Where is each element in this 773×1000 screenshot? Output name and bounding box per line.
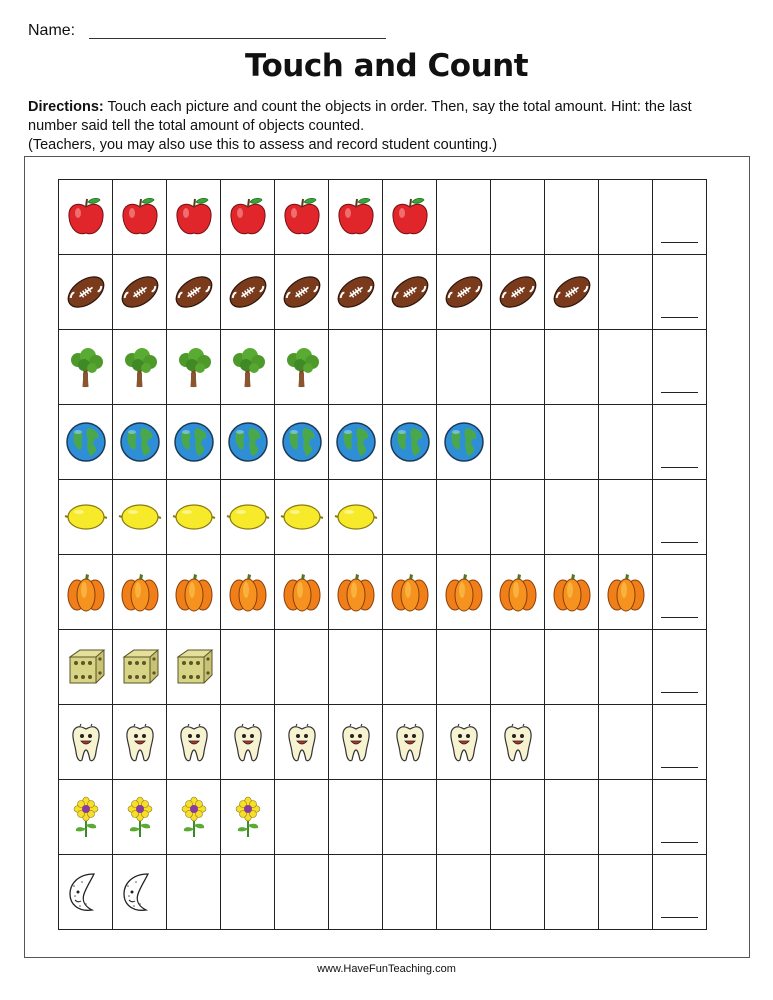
grid-cell: [437, 180, 491, 255]
apple-icon[interactable]: [221, 195, 274, 239]
grid-cell[interactable]: [59, 555, 113, 630]
grid-cell[interactable]: [437, 705, 491, 780]
moon-icon[interactable]: [113, 870, 166, 914]
answer-cell-tooth[interactable]: [653, 705, 707, 780]
football-icon[interactable]: [437, 270, 490, 314]
grid-cell[interactable]: [383, 405, 437, 480]
grid-cell[interactable]: [113, 705, 167, 780]
grid-cell: [545, 780, 599, 855]
footer-url: www.HaveFunTeaching.com: [317, 963, 456, 975]
answer-line: [661, 917, 698, 918]
pumpkin-icon[interactable]: [437, 570, 490, 614]
grid-cell[interactable]: [329, 705, 383, 780]
grid-cell: [599, 780, 653, 855]
grid-cell: [383, 780, 437, 855]
grid-cell: [329, 330, 383, 405]
answer-line: [661, 392, 698, 393]
grid-cell: [437, 780, 491, 855]
apple-icon[interactable]: [275, 195, 328, 239]
apple-icon[interactable]: [59, 195, 112, 239]
answer-cell-flower[interactable]: [653, 780, 707, 855]
answer-cell-pumpkin[interactable]: [653, 555, 707, 630]
grid-cell[interactable]: [167, 705, 221, 780]
football-icon[interactable]: [167, 270, 220, 314]
grid-cell[interactable]: [113, 180, 167, 255]
answer-cell-tree[interactable]: [653, 330, 707, 405]
lemon-icon[interactable]: [275, 495, 328, 539]
answer-line: [661, 842, 698, 843]
grid-cell: [221, 630, 275, 705]
answer-cell-dice[interactable]: [653, 630, 707, 705]
grid-cell: [437, 480, 491, 555]
teacher-note: (Teachers, you may also use this to assess and record student counting.): [28, 137, 498, 153]
grid-cell: [383, 630, 437, 705]
dice-icon[interactable]: [167, 645, 220, 689]
grid-cell[interactable]: [329, 480, 383, 555]
answer-line: [661, 617, 698, 618]
grid-cell: [599, 330, 653, 405]
moon-icon[interactable]: [59, 870, 112, 914]
counting-row-lemon: [59, 480, 707, 555]
grid-cell[interactable]: [599, 555, 653, 630]
counting-row-apple: [59, 180, 707, 255]
grid-cell[interactable]: [275, 405, 329, 480]
grid-cell[interactable]: [59, 180, 113, 255]
tooth-icon[interactable]: [113, 720, 166, 764]
grid-cell: [275, 630, 329, 705]
grid-cell[interactable]: [221, 180, 275, 255]
grid-cell[interactable]: [113, 330, 167, 405]
apple-icon[interactable]: [167, 195, 220, 239]
answer-cell-moon[interactable]: [653, 855, 707, 930]
pumpkin-icon[interactable]: [491, 570, 544, 614]
directions: [28, 98, 728, 155]
flower-icon[interactable]: [113, 795, 166, 839]
grid-cell[interactable]: [329, 555, 383, 630]
counting-row-pumpkin: [59, 555, 707, 630]
grid-cell: [491, 855, 545, 930]
grid-cell[interactable]: [221, 405, 275, 480]
answer-line: [661, 767, 698, 768]
tooth-icon[interactable]: [437, 720, 490, 764]
grid-cell: [545, 855, 599, 930]
answer-line: [661, 242, 698, 243]
grid-cell: [275, 780, 329, 855]
grid-cell: [437, 330, 491, 405]
grid-cell[interactable]: [59, 705, 113, 780]
tooth-icon[interactable]: [383, 720, 436, 764]
globe-icon[interactable]: [221, 420, 274, 464]
directions-text: Touch each picture and count the objects in order. Then, say the total amount. Hint: the last number said tell the total amount of objects counted.: [28, 99, 692, 134]
counting-row-tooth: [59, 705, 707, 780]
flower-icon[interactable]: [167, 795, 220, 839]
grid-cell[interactable]: [437, 255, 491, 330]
grid-cell[interactable]: [545, 555, 599, 630]
grid-cell: [437, 855, 491, 930]
worksheet-title: Touch and Count: [244, 48, 529, 84]
apple-icon[interactable]: [329, 195, 382, 239]
grid-cell[interactable]: [491, 705, 545, 780]
apple-icon[interactable]: [383, 195, 436, 239]
counting-row-football: [59, 255, 707, 330]
grid-cell: [545, 405, 599, 480]
grid-cell: [329, 630, 383, 705]
grid-cell[interactable]: [59, 330, 113, 405]
globe-icon[interactable]: [113, 420, 166, 464]
counting-row-tree: [59, 330, 707, 405]
grid-cell: [383, 855, 437, 930]
grid-cell: [437, 630, 491, 705]
grid-cell: [599, 630, 653, 705]
grid-cell: [383, 330, 437, 405]
tooth-icon[interactable]: [59, 720, 112, 764]
grid-cell[interactable]: [113, 480, 167, 555]
grid-cell[interactable]: [275, 180, 329, 255]
grid-cell: [599, 180, 653, 255]
grid-cell[interactable]: [113, 855, 167, 930]
grid-cell[interactable]: [167, 330, 221, 405]
grid-cell[interactable]: [437, 405, 491, 480]
tooth-icon[interactable]: [221, 720, 274, 764]
football-icon[interactable]: [113, 270, 166, 314]
grid-cell: [545, 480, 599, 555]
globe-icon[interactable]: [383, 420, 436, 464]
grid-cell: [599, 255, 653, 330]
grid-cell: [599, 705, 653, 780]
answer-cell-football[interactable]: [653, 255, 707, 330]
grid-cell[interactable]: [437, 555, 491, 630]
grid-cell[interactable]: [167, 480, 221, 555]
grid-cell[interactable]: [113, 630, 167, 705]
grid-cell[interactable]: [59, 855, 113, 930]
grid-cell[interactable]: [491, 555, 545, 630]
football-icon[interactable]: [275, 270, 328, 314]
grid-cell[interactable]: [59, 780, 113, 855]
grid-cell[interactable]: [383, 255, 437, 330]
tree-icon[interactable]: [59, 345, 112, 389]
counting-row-flower: [59, 780, 707, 855]
lemon-icon[interactable]: [167, 495, 220, 539]
grid-cell[interactable]: [329, 405, 383, 480]
grid-cell[interactable]: [221, 555, 275, 630]
globe-icon[interactable]: [275, 420, 328, 464]
grid-cell: [599, 855, 653, 930]
grid-cell[interactable]: [329, 180, 383, 255]
tooth-icon[interactable]: [167, 720, 220, 764]
grid-cell: [383, 480, 437, 555]
counting-grid: [58, 179, 707, 930]
grid-cell[interactable]: [167, 255, 221, 330]
grid-cell[interactable]: [59, 405, 113, 480]
grid-cell: [491, 405, 545, 480]
grid-cell: [599, 405, 653, 480]
tree-icon[interactable]: [167, 345, 220, 389]
grid-cell[interactable]: [59, 480, 113, 555]
grid-cell: [599, 480, 653, 555]
grid-cell: [491, 780, 545, 855]
grid-cell[interactable]: [221, 255, 275, 330]
lemon-icon[interactable]: [59, 495, 112, 539]
grid-cell[interactable]: [275, 480, 329, 555]
grid-cell: [545, 630, 599, 705]
grid-cell[interactable]: [275, 705, 329, 780]
pumpkin-icon[interactable]: [113, 570, 166, 614]
counting-row-globe: [59, 405, 707, 480]
lemon-icon[interactable]: [221, 495, 274, 539]
grid-cell: [491, 480, 545, 555]
pumpkin-icon[interactable]: [329, 570, 382, 614]
football-icon[interactable]: [59, 270, 112, 314]
counting-row-dice: [59, 630, 707, 705]
grid-cell[interactable]: [221, 330, 275, 405]
grid-cell[interactable]: [329, 255, 383, 330]
grid-cell: [221, 855, 275, 930]
grid-cell[interactable]: [383, 180, 437, 255]
directions-label: Directions:: [28, 99, 104, 115]
lemon-icon[interactable]: [113, 495, 166, 539]
grid-cell: [491, 630, 545, 705]
grid-cell: [329, 780, 383, 855]
pumpkin-icon[interactable]: [221, 570, 274, 614]
football-icon[interactable]: [221, 270, 274, 314]
flower-icon[interactable]: [59, 795, 112, 839]
football-icon[interactable]: [545, 270, 598, 314]
tooth-icon[interactable]: [491, 720, 544, 764]
grid-cell[interactable]: [113, 405, 167, 480]
dice-icon[interactable]: [113, 645, 166, 689]
grid-cell[interactable]: [167, 405, 221, 480]
grid-cell: [275, 855, 329, 930]
grid-cell[interactable]: [491, 255, 545, 330]
grid-cell: [545, 330, 599, 405]
tree-icon[interactable]: [275, 345, 328, 389]
grid-cell[interactable]: [221, 705, 275, 780]
grid-cell[interactable]: [113, 555, 167, 630]
apple-icon[interactable]: [113, 195, 166, 239]
pumpkin-icon[interactable]: [275, 570, 328, 614]
tooth-icon[interactable]: [329, 720, 382, 764]
pumpkin-icon[interactable]: [59, 570, 112, 614]
pumpkin-icon[interactable]: [167, 570, 220, 614]
tooth-icon[interactable]: [275, 720, 328, 764]
grid-cell[interactable]: [545, 255, 599, 330]
grid-cell[interactable]: [221, 780, 275, 855]
pumpkin-icon[interactable]: [599, 570, 652, 614]
answer-line: [661, 317, 698, 318]
answer-cell-apple[interactable]: [653, 180, 707, 255]
name-line[interactable]: [89, 38, 386, 39]
grid-cell: [167, 855, 221, 930]
answer-line: [661, 692, 698, 693]
grid-cell[interactable]: [275, 555, 329, 630]
grid-cell[interactable]: [167, 780, 221, 855]
grid-cell: [491, 180, 545, 255]
grid-cell[interactable]: [383, 555, 437, 630]
grid-cell[interactable]: [167, 555, 221, 630]
football-icon[interactable]: [491, 270, 544, 314]
grid-cell[interactable]: [59, 630, 113, 705]
counting-row-moon: [59, 855, 707, 930]
answer-cell-lemon[interactable]: [653, 480, 707, 555]
tree-icon[interactable]: [221, 345, 274, 389]
answer-line: [661, 542, 698, 543]
globe-icon[interactable]: [59, 420, 112, 464]
globe-icon[interactable]: [437, 420, 490, 464]
grid-cell: [545, 180, 599, 255]
name-label: Name:: [28, 22, 76, 39]
tree-icon[interactable]: [113, 345, 166, 389]
pumpkin-icon[interactable]: [383, 570, 436, 614]
grid-cell[interactable]: [383, 705, 437, 780]
grid-cell: [329, 855, 383, 930]
globe-icon[interactable]: [329, 420, 382, 464]
football-icon[interactable]: [329, 270, 382, 314]
pumpkin-icon[interactable]: [545, 570, 598, 614]
grid-cell: [491, 330, 545, 405]
globe-icon[interactable]: [167, 420, 220, 464]
lemon-icon[interactable]: [329, 495, 382, 539]
grid-cell[interactable]: [275, 330, 329, 405]
grid-cell[interactable]: [113, 255, 167, 330]
grid-cell[interactable]: [59, 255, 113, 330]
grid-cell: [545, 705, 599, 780]
grid-cell[interactable]: [167, 180, 221, 255]
grid-cell[interactable]: [221, 480, 275, 555]
answer-cell-globe[interactable]: [653, 405, 707, 480]
grid-cell[interactable]: [275, 255, 329, 330]
grid-cell[interactable]: [113, 780, 167, 855]
grid-cell[interactable]: [167, 630, 221, 705]
dice-icon[interactable]: [59, 645, 112, 689]
football-icon[interactable]: [383, 270, 436, 314]
answer-line: [661, 467, 698, 468]
flower-icon[interactable]: [221, 795, 274, 839]
